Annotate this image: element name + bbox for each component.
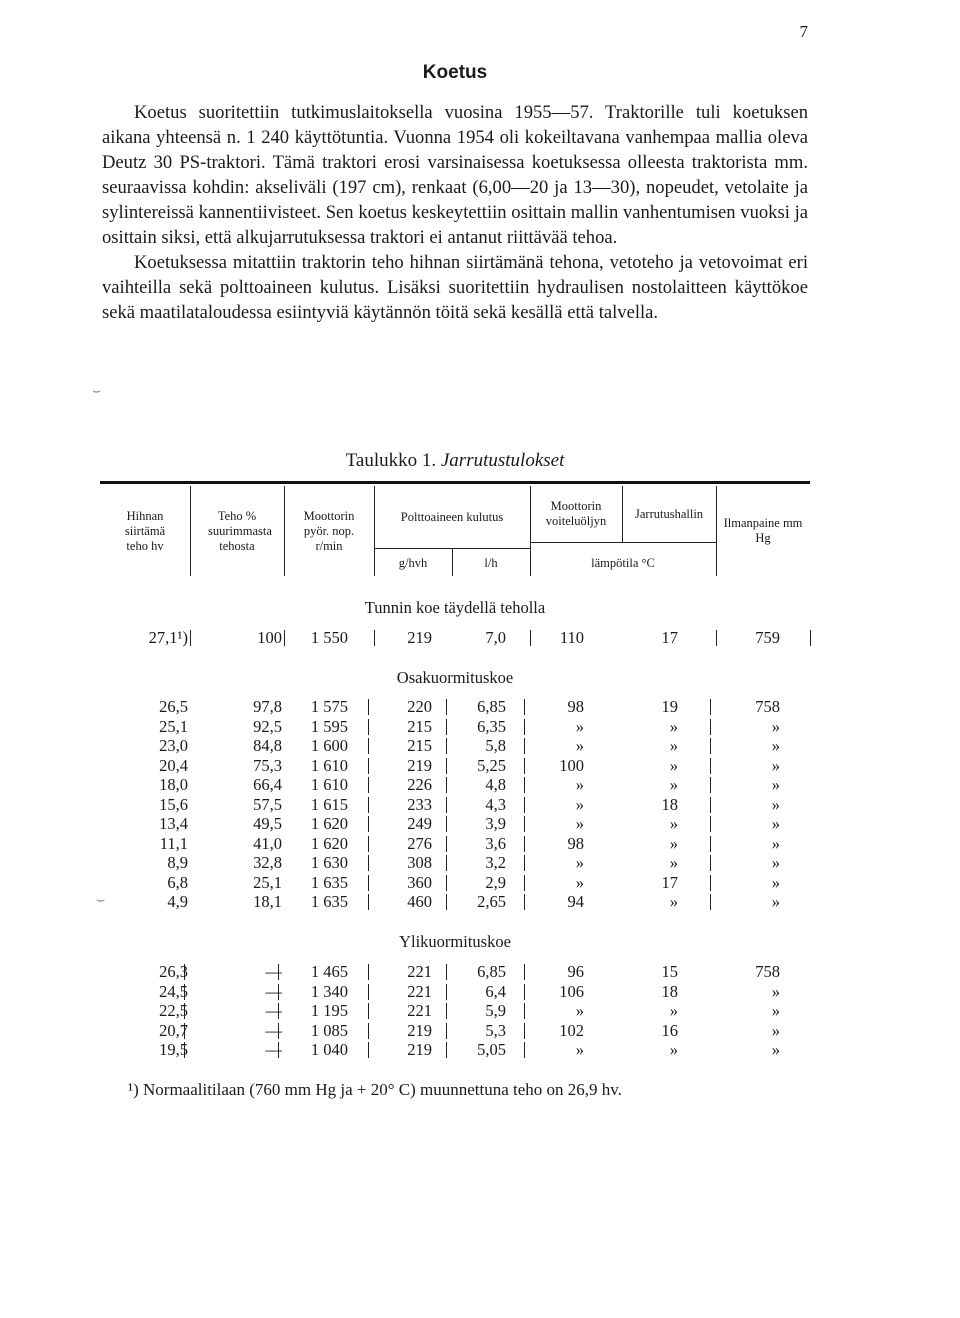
section-full-load: Tunnin koe täydellä teholla xyxy=(364,598,546,617)
cell-fuel-lph: 6,35 xyxy=(477,716,506,736)
cell-fuel-gph: 220 xyxy=(407,697,432,716)
table-row xyxy=(100,697,810,717)
cell-power-percent: 41,0 xyxy=(253,833,282,853)
cell-power-percent: 100 xyxy=(257,628,282,647)
cell-fuel-gph: 215 xyxy=(407,716,432,736)
cell-oil-temp: » xyxy=(575,736,584,755)
cell-brake-temp: 16 xyxy=(661,1020,678,1040)
cell-oil-temp: 98 xyxy=(567,833,584,853)
cell-pressure: » xyxy=(771,775,780,794)
table-caption xyxy=(0,450,910,472)
cell-engine-speed: 1 635 xyxy=(310,892,348,911)
table-row xyxy=(100,1021,810,1041)
cell-oil-temp: 94 xyxy=(567,892,584,911)
section-overload: Ylikuormituskoe xyxy=(399,932,511,951)
table-row xyxy=(100,814,810,834)
cell-fuel-gph: 226 xyxy=(407,775,432,794)
header-temperature: lämpötila °C xyxy=(591,556,655,570)
cell-pressure: » xyxy=(771,981,780,1001)
cell-fuel-lph: 5,3 xyxy=(485,1020,506,1040)
cell-engine-speed: 1 610 xyxy=(310,755,348,775)
header-belt-power: Hihnan siirtämä teho hv xyxy=(124,508,166,553)
cell-fuel-gph: 233 xyxy=(407,794,432,814)
rows-full-load xyxy=(100,628,810,648)
cell-belt-power: 23,0 xyxy=(159,736,188,755)
cell-power-percent: — xyxy=(265,962,282,981)
margin-mark: ⌣ xyxy=(92,384,102,399)
table-top-rule xyxy=(100,481,810,484)
header-engine-speed: Moottorin pyör. nop. r/min xyxy=(303,508,355,553)
cell-fuel-lph: 5,25 xyxy=(477,755,506,775)
cell-belt-power: 26,3 xyxy=(159,962,188,981)
cell-brake-temp: 17 xyxy=(661,628,678,647)
cell-belt-power: 24,5 xyxy=(159,981,188,1001)
cell-power-percent: — xyxy=(265,1040,282,1059)
cell-power-percent: 84,8 xyxy=(253,736,282,755)
cell-brake-temp: 18 xyxy=(661,981,678,1001)
cell-engine-speed: 1 620 xyxy=(310,814,348,833)
cell-brake-temp: » xyxy=(669,775,678,794)
cell-fuel-lph: 6,4 xyxy=(485,981,506,1001)
margin-mark: ⌣ xyxy=(96,893,106,908)
cell-engine-speed: 1 630 xyxy=(310,853,348,872)
cell-brake-temp: 18 xyxy=(661,794,678,814)
cell-pressure: » xyxy=(771,892,780,911)
cell-fuel-gph: 276 xyxy=(407,833,432,853)
header-oil: Moottorin voiteluöljyn xyxy=(545,499,607,528)
cell-engine-speed: 1 340 xyxy=(310,981,348,1001)
header-fuel-lph: l/h xyxy=(484,556,498,570)
cell-power-percent: — xyxy=(265,981,282,1001)
table-row xyxy=(100,962,810,982)
cell-fuel-lph: 7,0 xyxy=(485,628,506,647)
cell-pressure: 759 xyxy=(755,628,780,647)
cell-belt-power: 20,7 xyxy=(159,1020,188,1040)
cell-brake-temp: » xyxy=(669,1001,678,1020)
cell-power-percent: — xyxy=(265,1001,282,1020)
table-row xyxy=(100,1040,810,1060)
cell-fuel-lph: 6,85 xyxy=(477,962,506,981)
cell-oil-temp: 110 xyxy=(559,628,584,647)
section-partial-load: Osakuormituskoe xyxy=(396,668,514,687)
cell-engine-speed: 1 635 xyxy=(310,872,348,892)
cell-belt-power: 27,1¹) xyxy=(148,628,188,647)
cell-fuel-lph: 5,9 xyxy=(485,1001,506,1020)
cell-pressure: » xyxy=(771,755,780,775)
cell-fuel-lph: 3,6 xyxy=(485,833,506,853)
cell-power-percent: 49,5 xyxy=(253,814,282,833)
cell-pressure: » xyxy=(771,736,780,755)
cell-brake-temp: » xyxy=(669,736,678,755)
cell-fuel-lph: 5,8 xyxy=(485,736,506,755)
cell-brake-temp: » xyxy=(669,814,678,833)
cell-belt-power: 25,1 xyxy=(159,716,188,736)
cell-brake-temp: 17 xyxy=(661,872,678,892)
rows-overload xyxy=(100,962,810,1060)
body-text xyxy=(102,100,808,325)
cell-power-percent: 97,8 xyxy=(253,697,282,716)
header-fuel: Polttoaineen kulutus xyxy=(400,509,504,524)
cell-brake-temp: » xyxy=(669,1040,678,1059)
cell-pressure: 758 xyxy=(755,697,780,716)
cell-fuel-gph: 249 xyxy=(407,814,432,833)
table-row xyxy=(100,834,810,854)
table-row xyxy=(100,628,810,648)
table-row xyxy=(100,775,810,795)
cell-fuel-gph: 360 xyxy=(407,872,432,892)
cell-oil-temp: » xyxy=(575,872,584,892)
header-brake: Jarrutushallin xyxy=(635,506,704,521)
cell-belt-power: 18,0 xyxy=(159,775,188,794)
cell-belt-power: 13,4 xyxy=(159,814,188,833)
header-pressure: Ilmanpaine mm Hg xyxy=(723,516,803,545)
cell-fuel-gph: 221 xyxy=(407,1001,432,1020)
cell-belt-power: 4,9 xyxy=(167,892,188,911)
cell-pressure: 758 xyxy=(755,962,780,981)
cell-fuel-lph: 5,05 xyxy=(477,1040,506,1059)
cell-pressure: » xyxy=(771,872,780,892)
cell-engine-speed: 1 550 xyxy=(310,628,348,647)
page-number: 7 xyxy=(799,22,808,41)
cell-pressure: » xyxy=(771,716,780,736)
cell-fuel-lph: 3,9 xyxy=(485,814,506,833)
cell-oil-temp: 106 xyxy=(559,981,584,1001)
table-row xyxy=(100,892,810,912)
cell-fuel-gph: 221 xyxy=(407,981,432,1001)
cell-brake-temp: » xyxy=(669,853,678,872)
table-row xyxy=(100,873,810,893)
cell-pressure: » xyxy=(771,1001,780,1020)
cell-oil-temp: » xyxy=(575,794,584,814)
cell-pressure: » xyxy=(771,794,780,814)
paragraph: Koetuksessa mitattiin traktorin teho hihnan siirtämänä tehona, vetoteho ja vetovoimat eri vaihteilla sekä polttoaineen kulutus. Lisäksi suoritettiin hydraulisen nostolaitteen käyttökoe sekä maatilataloudessa esiintyviä käytännön töitä sekä kesällä että talvella. xyxy=(102,252,808,323)
cell-pressure: » xyxy=(771,833,780,853)
cell-fuel-gph: 221 xyxy=(407,962,432,981)
cell-engine-speed: 1 575 xyxy=(310,697,348,716)
cell-fuel-gph: 219 xyxy=(407,1020,432,1040)
cell-belt-power: 19,5 xyxy=(159,1040,188,1059)
cell-oil-temp: » xyxy=(575,853,584,872)
table-header xyxy=(100,486,810,576)
footnote: ¹) Normaalitilaan (760 mm Hg ja + 20° C) muunnettuna teho on 26,9 hv. xyxy=(128,1080,622,1099)
table-caption-title: Jarrutustulokset xyxy=(440,450,565,471)
cell-engine-speed: 1 600 xyxy=(310,736,348,755)
cell-pressure: » xyxy=(771,1040,780,1059)
cell-belt-power: 15,6 xyxy=(159,794,188,814)
cell-pressure: » xyxy=(771,814,780,833)
cell-fuel-gph: 219 xyxy=(407,628,432,647)
cell-oil-temp: » xyxy=(575,775,584,794)
cell-oil-temp: » xyxy=(575,1001,584,1020)
table-row xyxy=(100,717,810,737)
cell-brake-temp: » xyxy=(669,716,678,736)
cell-belt-power: 26,5 xyxy=(159,697,188,716)
cell-power-percent: — xyxy=(265,1020,282,1040)
cell-power-percent: 32,8 xyxy=(253,853,282,872)
table-row xyxy=(100,756,810,776)
table-caption-prefix: Taulukko 1. xyxy=(345,450,437,471)
rows-partial-load xyxy=(100,697,810,912)
cell-engine-speed: 1 195 xyxy=(310,1001,348,1020)
cell-fuel-gph: 219 xyxy=(407,1040,432,1059)
cell-brake-temp: 15 xyxy=(661,962,678,981)
cell-engine-speed: 1 615 xyxy=(310,794,348,814)
cell-oil-temp: 96 xyxy=(567,962,584,981)
cell-power-percent: 18,1 xyxy=(253,892,282,911)
cell-oil-temp: 102 xyxy=(559,1020,584,1040)
cell-power-percent: 75,3 xyxy=(253,755,282,775)
header-power-percent: Teho % suurimmasta tehosta xyxy=(208,508,272,553)
cell-brake-temp: » xyxy=(669,755,678,775)
table-row xyxy=(100,853,810,873)
cell-fuel-lph: 2,9 xyxy=(485,872,506,892)
cell-belt-power: 6,8 xyxy=(167,872,188,892)
cell-fuel-gph: 308 xyxy=(407,853,432,872)
cell-belt-power: 22,5 xyxy=(159,1001,188,1020)
cell-oil-temp: 98 xyxy=(567,697,584,716)
cell-fuel-lph: 6,85 xyxy=(477,697,506,716)
cell-fuel-gph: 219 xyxy=(407,755,432,775)
paragraph: Koetus suoritettiin tutkimuslaitoksella vuosina 1955—57. Traktorille tuli koetuksen aikana yhteensä n. 1 240 käyttötuntia. Vuonna 1954 oli kokeiltavana vanhempaa mallia oleva Deutz 30 PS-traktori. Tämä traktori erosi varsinaisessa koetuksessa olleesta traktorista mm. seuraavissa kohdin: akseliväli (197 cm), renkaat (6,00—20 ja 13—30), nopeudet, vetolaite ja sylintereissä kannentiivisteet. Sen koetus keskeytettiin osittain mallin vanhentumisen vuoksi ja osittain siksi, että alkujarrutuksessa traktori ei antanut riittävää tehoa. xyxy=(102,102,808,248)
cell-belt-power: 8,9 xyxy=(167,853,188,872)
header-fuel-gph: g/hvh xyxy=(398,556,428,570)
cell-brake-temp: » xyxy=(669,833,678,853)
cell-power-percent: 66,4 xyxy=(253,775,282,794)
cell-engine-speed: 1 085 xyxy=(310,1020,348,1040)
cell-engine-speed: 1 620 xyxy=(310,833,348,853)
table-row xyxy=(100,982,810,1002)
cell-oil-temp: » xyxy=(575,716,584,736)
cell-belt-power: 11,1 xyxy=(159,833,188,853)
section-title: Koetus xyxy=(422,62,488,83)
cell-power-percent: 92,5 xyxy=(253,716,282,736)
table-row xyxy=(100,736,810,756)
cell-oil-temp: 100 xyxy=(559,755,584,775)
cell-brake-temp: 19 xyxy=(661,697,678,716)
cell-pressure: » xyxy=(771,1020,780,1040)
cell-fuel-lph: 4,3 xyxy=(485,794,506,814)
cell-oil-temp: » xyxy=(575,1040,584,1059)
cell-power-percent: 25,1 xyxy=(253,872,282,892)
cell-fuel-lph: 2,65 xyxy=(477,892,506,911)
cell-fuel-gph: 460 xyxy=(407,892,432,911)
cell-engine-speed: 1 465 xyxy=(310,962,348,981)
cell-engine-speed: 1 040 xyxy=(310,1040,348,1059)
cell-fuel-lph: 3,2 xyxy=(485,853,506,872)
cell-power-percent: 57,5 xyxy=(253,794,282,814)
cell-brake-temp: » xyxy=(669,892,678,911)
cell-fuel-lph: 4,8 xyxy=(485,775,506,794)
cell-fuel-gph: 215 xyxy=(407,736,432,755)
cell-pressure: » xyxy=(771,853,780,872)
cell-belt-power: 20,4 xyxy=(159,755,188,775)
table-row xyxy=(100,795,810,815)
cell-engine-speed: 1 610 xyxy=(310,775,348,794)
cell-engine-speed: 1 595 xyxy=(310,716,348,736)
cell-oil-temp: » xyxy=(575,814,584,833)
table-row xyxy=(100,1001,810,1021)
